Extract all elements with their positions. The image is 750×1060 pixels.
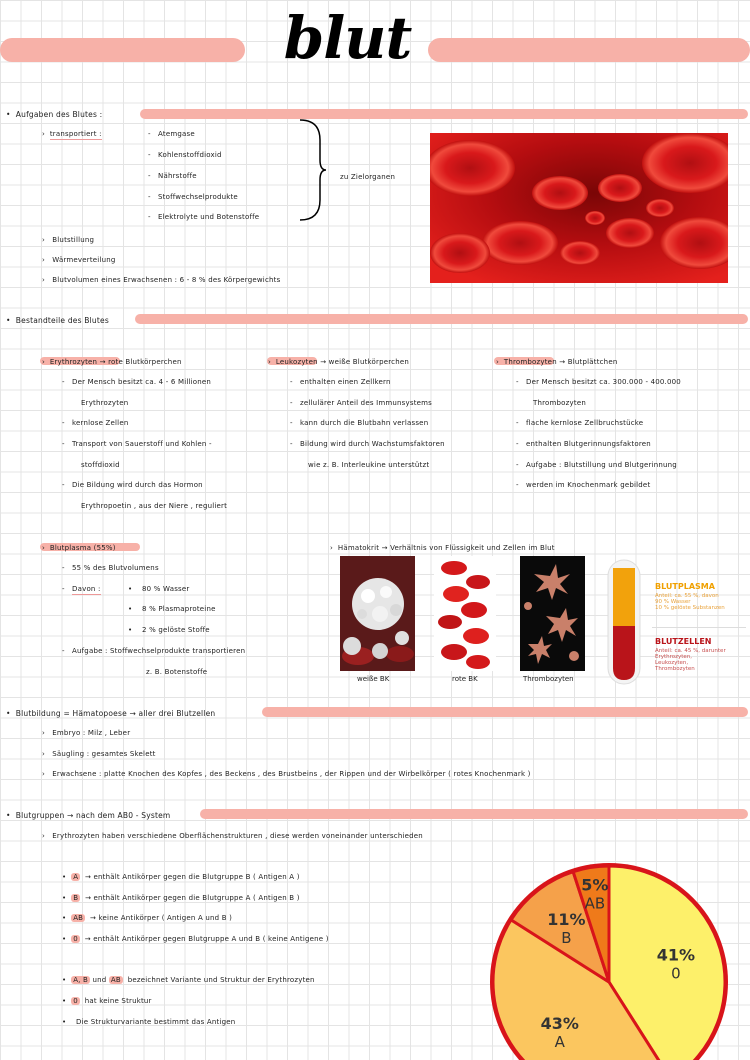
s4-intro: › Erythrozyten haben verschiedene Oberflächenstrukturen , diese werden voneinander unterschieden: [42, 832, 423, 840]
s3-heading: • Blutbildung = Hämatopoese → aller drei Blutzellen: [6, 709, 215, 718]
col2-line-1: - zellulärer Anteil des Immunsystems: [290, 399, 433, 407]
s1-other-0: › Blutstillung: [42, 236, 95, 244]
s3-line-2: › Erwachsene : platte Knochen des Kopfes , des Beckens , des Brustbeins , der Rippen und der Wirbelkörper ( rotes Knochenmark ): [42, 770, 531, 778]
caption-red: rote BK: [452, 675, 478, 683]
s3-highlight: [262, 707, 748, 717]
s1-target: zu Zielorganen: [340, 173, 396, 181]
blood-cells-photo: [430, 133, 728, 283]
plasma-part-2: • 2 % gelöste Stoffe: [128, 626, 210, 634]
note-1: • 0 hat keine Struktur: [62, 997, 152, 1005]
col3-line-1: Thrombozyten: [533, 399, 586, 407]
s1-item-0: - Atemgase: [148, 130, 195, 138]
thrombocyte-photo: [520, 556, 585, 671]
white-cell-photo: [340, 556, 415, 671]
cells-title: BLUTZELLEN: [655, 637, 712, 646]
cells-text-0: Anteil: ca. 45 %, darunter: [655, 648, 726, 654]
col3-line-5: - werden im Knochenmark gebildet: [516, 481, 651, 489]
col2-line-3: - Bildung wird durch Wachstumsfaktoren: [290, 440, 445, 448]
col1-line-0: - Der Mensch besitzt ca. 4 - 6 Millionen: [62, 378, 212, 386]
plasma-aufgabe: - Aufgabe : Stoffwechselprodukte transportieren: [62, 647, 246, 655]
tube-plasma-label: [655, 582, 747, 611]
col3-line-4: - Aufgabe : Blutstillung und Blutgerinnung: [516, 461, 677, 469]
s1-item-4: - Elektrolyte und Botenstoffe: [148, 213, 260, 221]
s1-other-1: › Wärmeverteilung: [42, 256, 116, 264]
page-title: blut: [283, 4, 412, 72]
pie-value-b: 11%: [547, 910, 586, 930]
plasma-text-2: 10 % gelöste Substanzen: [655, 605, 725, 611]
s4-highlight: [200, 809, 748, 819]
pie-value-ab: 5%: [581, 875, 609, 895]
cells-text-1: Erythrozyten,: [655, 654, 693, 660]
blood-group-pie-chart: [488, 856, 750, 1060]
plasma-line-0: - 55 % des Blutvolumens: [62, 564, 159, 572]
col1-line-1: Erythrozyten: [81, 399, 129, 407]
col3-line-0: - Der Mensch besitzt ca. 300.000 - 400.000: [516, 378, 681, 386]
plasma-text-1: 90 % Wasser: [655, 599, 691, 605]
col3-head: › Thrombozyten → Blutplättchen: [496, 358, 618, 366]
pie-label-0: 0: [671, 964, 681, 983]
thrombocyte-illustration: [520, 556, 585, 671]
col1-line-3: - Transport von Sauerstoff und Kohlen -: [62, 440, 212, 448]
s1-other-2: › Blutvolumen eines Erwachsenen : 6 - 8 % des Körpergewichts: [42, 276, 281, 284]
plasma-bsp: z. B. Botenstoffe: [146, 668, 208, 676]
tube-cells-label: [655, 637, 747, 672]
pie-value-0: 41%: [656, 945, 695, 965]
col1-line-2: - kernlose Zellen: [62, 419, 129, 427]
plasma-part-0: • 80 % Wasser: [128, 585, 190, 593]
col2-head: › Leukozyten → weiße Blutkörperchen: [268, 358, 409, 366]
title-highlight-left: [0, 38, 245, 62]
plasma-part-1: • 8 % Plasmaproteine: [128, 605, 216, 613]
s1-transport: › transportiert :: [42, 130, 102, 138]
cells-text-3: Thrombozyten: [655, 666, 695, 672]
s1-highlight: [140, 109, 748, 119]
s1-item-1: - Kohlenstoffdioxid: [148, 151, 222, 159]
pie-label-ab: AB: [584, 894, 606, 913]
plasma-text-0: Anteil: ca. 55 %, davon: [655, 593, 719, 599]
col2-line-0: - enthalten einen Zellkern: [290, 378, 391, 386]
s1-item-2: - Nährstoffe: [148, 172, 197, 180]
col3-line-2: - flache kernlose Zellbruchstücke: [516, 419, 644, 427]
plasma-davon: - Davon :: [62, 585, 101, 593]
group-0: • 0 → enthält Antikörper gegen Blutgruppe A und B ( keine Antigene ): [62, 935, 329, 943]
red-cell-illustration: [434, 556, 496, 671]
s1-transport-label: transportiert :: [49, 130, 102, 138]
s1-heading-text: Aufgaben des Blutes :: [15, 110, 103, 119]
col3-line-3: - enthalten Blutgerinnungsfaktoren: [516, 440, 651, 448]
plasma-title: BLUTPLASMA: [655, 582, 715, 591]
col1-line-4: stoffdioxid: [81, 461, 120, 469]
red-cell-photo: [434, 556, 496, 671]
s3-line-0: › Embryo : Milz , Leber: [42, 729, 131, 737]
caption-white: weiße BK: [357, 675, 390, 683]
title-highlight-right: [428, 38, 750, 62]
s3-line-1: › Säugling : gesamtes Skelett: [42, 750, 156, 758]
cells-text-2: Leukozyten,: [655, 660, 689, 666]
s1-item-3: - Stoffwechselprodukte: [148, 193, 238, 201]
haematokrit-line: › Hämatokrit → Verhältnis von Flüssigkeit und Zellen im Blut: [330, 544, 555, 552]
pie-label-b: B: [561, 929, 572, 948]
group-b: • B → enthält Antikörper gegen die Blutgruppe A ( Antigen B ): [62, 894, 300, 902]
s4-heading: • Blutgruppen → nach dem AB0 - System: [6, 811, 170, 820]
pie-label-a: A: [554, 1033, 565, 1052]
caption-thrombo: Thrombozyten: [523, 675, 574, 683]
col2-line-4: wie z. B. Interleukine unterstützt: [308, 461, 430, 469]
s2-heading: • Bestandteile des Blutes: [6, 316, 109, 325]
plasma-head: › Blutplasma (55%): [42, 544, 116, 552]
tube-divider: [652, 627, 746, 628]
note-2: • Die Strukturvariante bestimmt das Antigen: [62, 1018, 236, 1026]
col2-line-2: - kann durch die Blutbahn verlassen: [290, 419, 429, 427]
blood-cells-illustration: [430, 133, 728, 283]
s1-brace: [298, 118, 328, 222]
s1-heading: [6, 110, 102, 119]
note-0: • A, B und AB bezeichnet Variante und Struktur der Erythrozyten: [62, 976, 315, 984]
col1-head: › Erythrozyten → rote Blutkörperchen: [42, 358, 182, 366]
col1-line-5: - Die Bildung wird durch das Hormon: [62, 481, 203, 489]
s2-highlight: [135, 314, 748, 324]
pie-value-a: 43%: [540, 1014, 579, 1034]
test-tube: [604, 556, 644, 694]
group-ab: • AB → keine Antikörper ( Antigen A und B ): [62, 914, 233, 922]
col1-line-6: Erythropoetin , aus der Niere , reguliert: [81, 502, 228, 510]
group-a: • A → enthält Antikörper gegen die Blutgruppe B ( Antigen A ): [62, 873, 300, 881]
white-cell-illustration: [340, 556, 415, 671]
